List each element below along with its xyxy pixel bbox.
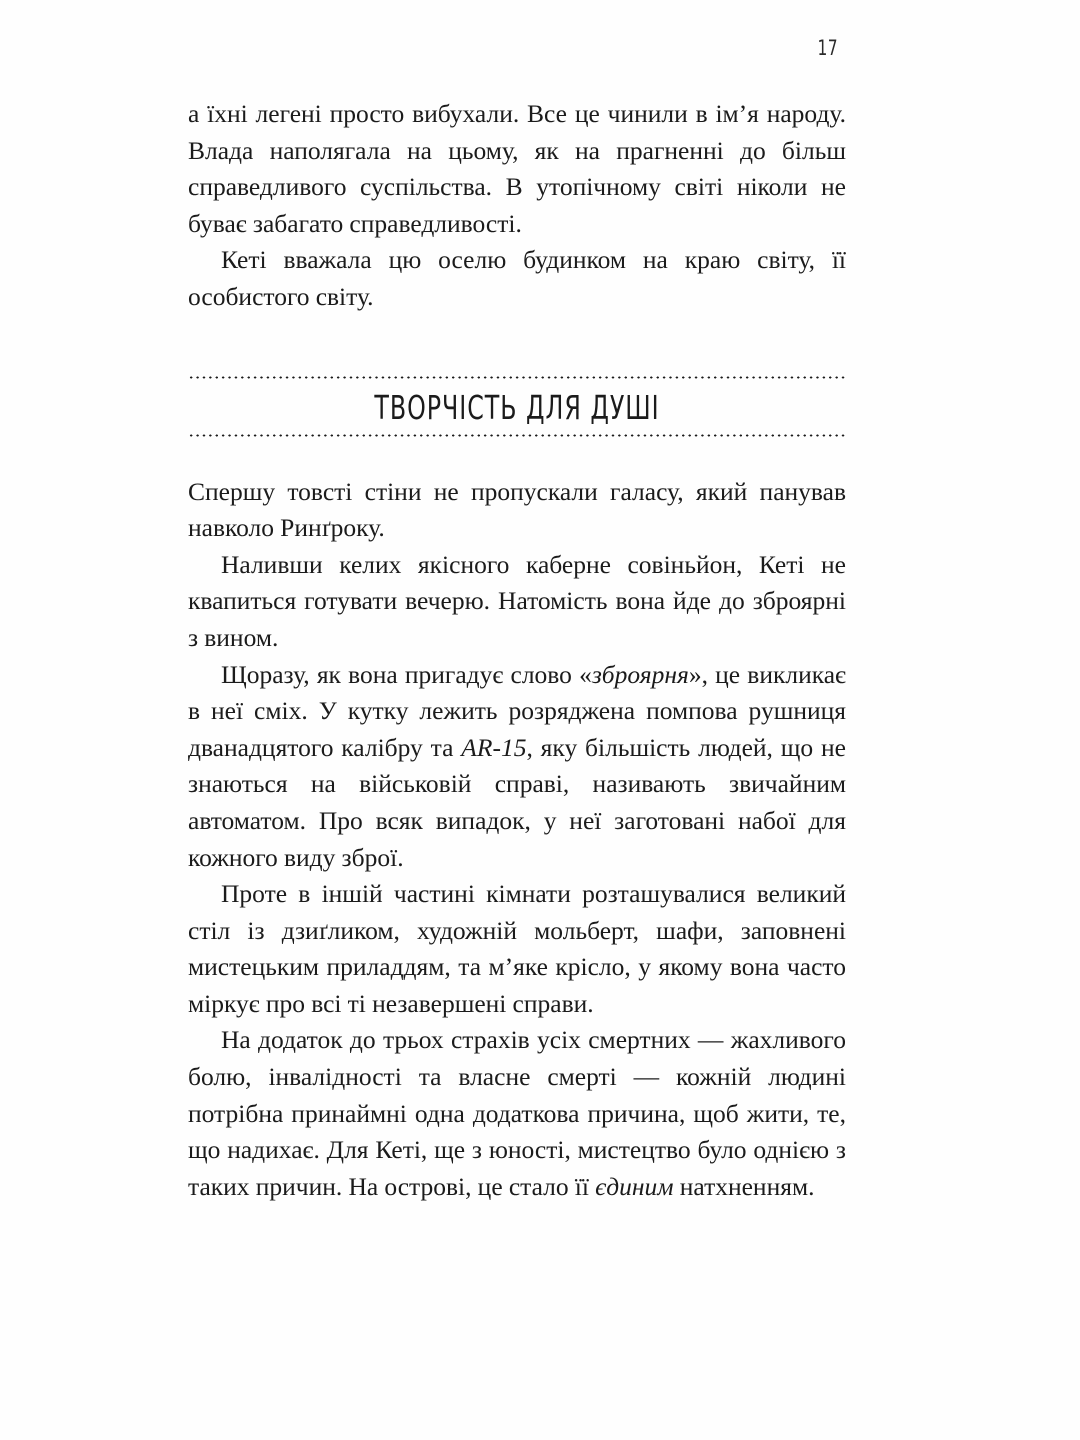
text-column (188, 96, 846, 1205)
paragraph: Кеті вважала цю оселю будинком на краю світу, її особистого світу. (188, 245, 846, 311)
emphasized-term-ar15: AR-15 (461, 732, 527, 762)
paragraph: Проте в іншій частині кімнати розташувалися великий стіл із дзиґликом, художній мольберт, шафи, заповнені мистецьким приладдям, та м’яке крісло, у якому вона часто міркує про всі ті незавершені справи. (188, 879, 846, 1018)
section-heading-block (188, 376, 846, 437)
paragraph (188, 1022, 846, 1205)
paragraph: Наливши келих якісного каберне совіньйон, Кеті не квапиться готувати вечерю. Натомість вона йде до зброярні з вином. (188, 549, 846, 652)
emphasized-term-zbroyarnya: зброярня (591, 659, 689, 689)
paragraph-text-segment: , яку більшість людей, що не знаються на військовій справі, називають звичайним автоматом. Про всяк випадок, у неї заготовані набої для кожного виду зброї. (188, 732, 846, 872)
paragraph-text-segment: », це викликає в неї сміх. У кутку лежить розряджена помпова рушниця дванадцятого калібру та (188, 659, 847, 762)
emphasized-term-yedynym: єдиним (595, 1171, 674, 1201)
paragraph: Спершу товсті стіни не пропускали галасу, який панував навколо Ринґроку. (188, 476, 846, 543)
section-title: ТВОРЧІСТЬ ДЛЯ ДУШІ (374, 387, 660, 427)
paragraph-text-segment: На додаток до трьох страхів усіх смертних — жахливого болю, інвалідності та власне смерті — кожній людині потрібна принаймні одна додаткова причина, щоб жити, те, що надихає. Для Кеті, ще з юності, мистецтво було однією з таких причин. На острові, це стало її (188, 1025, 846, 1201)
paragraph-text-segment: Щоразу, як вона пригадує слово « (221, 659, 592, 689)
paragraph-continuation: а їхні легені просто вибухали. Все це чинили в ім’я народу. Влада наполягала на цьому, як на прагненні до більш справедливого суспільства. В утопічному світі ніколи не буває забагато справедливості. (188, 99, 846, 238)
page-number: 17 (817, 36, 838, 60)
paragraph-text-segment: натхненням. (673, 1171, 815, 1201)
paragraph (188, 657, 846, 877)
dotted-rule-bottom (188, 434, 846, 437)
